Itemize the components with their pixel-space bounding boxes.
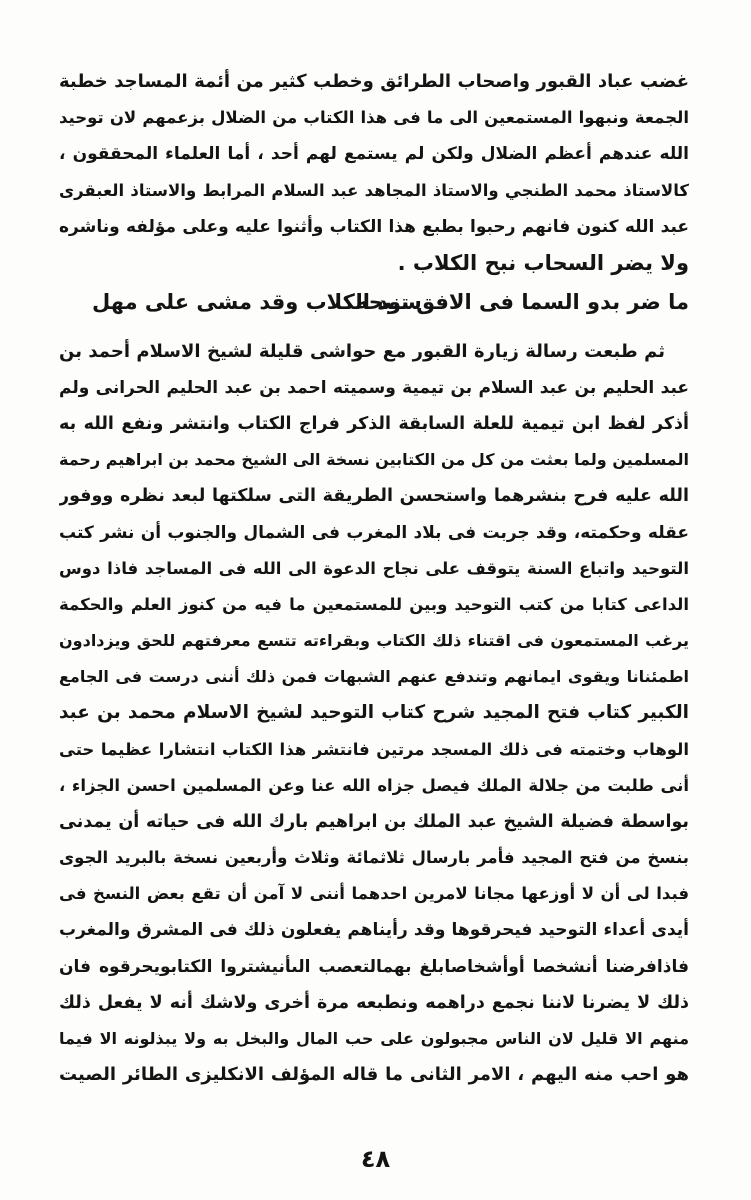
text-line: التوحيد واتباع السنة يتوقف على نجاح الدعوة الى الله فى المساجد فاذا دوس bbox=[59, 559, 689, 578]
text-line: أنى طلبت من جلالة الملك فيصل جزاه الله عنا وعن المسلمين احسن الجزاء ، bbox=[59, 776, 689, 795]
text-line: فاذافرضنا أنشخصا أوأشخاصابلغ بهمالتعصب الىأنيشتروا الكتابويحرقوه فان bbox=[59, 957, 689, 977]
text-line: عقله وحكمته، وقد جربت فى بلاد المغرب فى الشمال والجنوب أن نشر كتب bbox=[59, 523, 689, 543]
text-line: عبد الحليم بن عبد السلام بن تيمية وسميته احمد بن عبد الحليم الحرانى ولم bbox=[59, 378, 689, 398]
verse-first-hemistich: ما ضر بدو السما فى الافق تنبحه bbox=[355, 290, 689, 314]
text-line: اطمئنانا ويقوى ايمانهم وتندفع عنهم الشبهات فمن ذلك أننى درست فى الجامع bbox=[59, 667, 689, 686]
text-line: الوهاب وختمته فى ذلك المسجد مرتين فانتشر هذا الكتاب انتشارا عظيما حتى bbox=[59, 740, 689, 759]
text-line: يرغب المستمعون فى اقتناء ذلك الكتاب وبقراءته تتسع معرفتهم للحق ويزدادون bbox=[59, 631, 689, 650]
verse-second-hemistich: سود الكلاب وقد مشى على مهل bbox=[92, 290, 422, 314]
text-line: أذكر لفظ ابن تيمية للعلة السابقة الذكر فراج الكتاب وانتشر ونفع الله به bbox=[59, 414, 689, 434]
text-line: غضب عباد القبور واصحاب الطرائق وخطب كثير من أئمة المساجد خطبة bbox=[59, 71, 689, 92]
text-line: بواسطة فضيلة الشيخ عبد الملك بن ابراهيم بارك الله فى حياته أن يمدنى bbox=[59, 812, 689, 832]
text-line: هو احب منه اليهم ، الامر الثانى ما قاله المؤلف الانكليزى الطائر الصيت bbox=[59, 1064, 689, 1085]
text-line: ولا يضر السحاب نبح الكلاب . bbox=[397, 251, 689, 275]
text-line: الجمعة ونبهوا المستمعين الى ما فى هذا الكتاب من الضلال بزعمهم لان توحيد bbox=[59, 108, 689, 127]
text-line: الله عليه فرح بنشرهما واستحسن الطريقة التى سلكتها لبعد نظره ووفور bbox=[59, 486, 689, 506]
text-line: بنسخ من فتح المجيد فأمر بارسال ثلاثمائة وثلاث وأربعين نسخة بالبريد الجوى bbox=[59, 848, 689, 867]
text-line: الله عندهم أعظم الضلال ولكن لم يستمع لهم أحد ، أما العلماء المحققون ، bbox=[59, 144, 689, 164]
text-line: عبد الله كنون فانهم رحبوا بطبع هذا الكتاب وأثنوا عليه وعلى مؤلفه وناشره bbox=[59, 217, 689, 237]
text-line: ذلك لا يضرنا لاننا نجمع دراهمه ونطبعه مرة أخرى ولاشك أنه لا يفعل ذلك bbox=[59, 993, 689, 1013]
text-line: أيدى أعداء التوحيد فيحرقوها وقد رأيناهم يفعلون ذلك فى المشرق والمغرب bbox=[59, 920, 689, 940]
text-line: المسلمين ولما بعثت من كل من الكتابين نسخة الى الشيخ محمد بن ابراهيم رحمة bbox=[59, 450, 689, 469]
text-line: منهم الا قليل لان الناس مجبولون على حب المال والبخل به ولا يبذلونه الا فيما bbox=[59, 1029, 689, 1048]
text-line: فبدا لى أن لا أوزعها مجانا لامرين احدهما أننى لا آمن أن تقع بعض النسخ فى bbox=[59, 884, 689, 903]
text-line: ثم طبعت رسالة زيارة القبور مع حواشى قليلة لشيخ الاسلام أحمد بن bbox=[59, 341, 665, 362]
page-number: ٤٨ bbox=[360, 1145, 391, 1173]
text-line: كالاستاذ محمد الطنجي والاستاذ المجاهد عبد السلام المرابط والاستاذ العبقرى bbox=[59, 181, 689, 200]
text-line: الداعى كتابا من كتب التوحيد وبين للمستمعين ما فيه من كنوز العلم والحكمة bbox=[59, 595, 689, 614]
text-line: الكبير كتاب فتح المجيد شرح كتاب التوحيد لشيخ الاسلام محمد بن عبد bbox=[59, 702, 689, 723]
